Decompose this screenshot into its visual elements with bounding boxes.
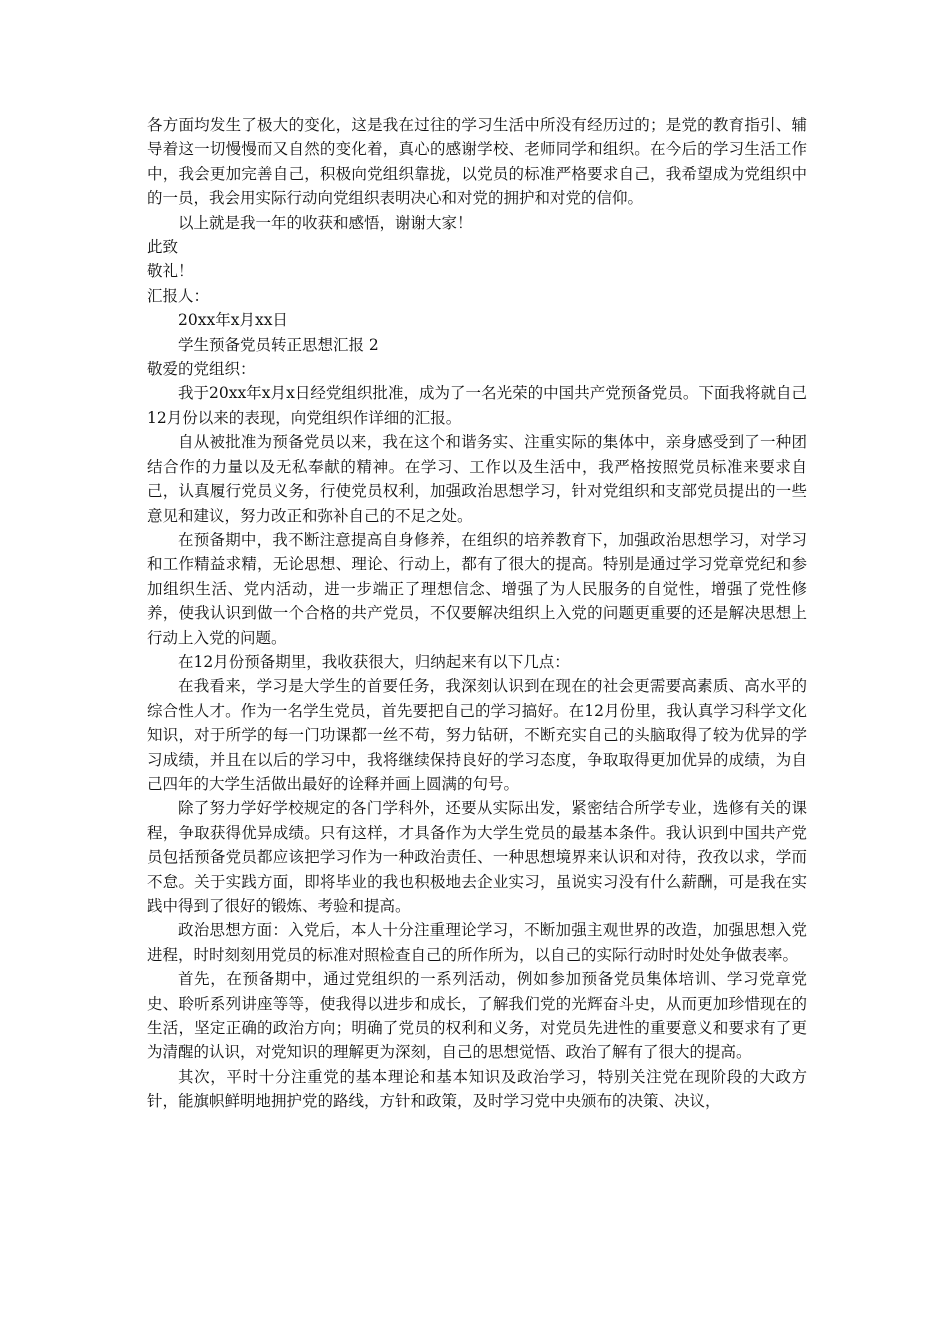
paragraph-since-approved: 自从被批准为预备党员以来，我在这个和谐务实、注重实际的集体中，亲身感受到了一种团结合作的力量以及无私奉献的精神。在学习、工作以及生活中，我严格按照党员标准来要求自己，认真履行党员义务，行使党员权利，加强政治思想学习，针对党组织和支部党员提出的一些意见和建议，努力改正和弥补自己的不足之处。 [147, 433, 807, 525]
closing-cizhi: 此致 [147, 238, 179, 257]
paragraph-practice: 除了努力学好学校规定的各门学科外，还要从实际出发，紧密结合所学专业，选修有关的课程，争取获得优异成绩。只有这样，才具备作为大学生党员的最基本条件。我认识到中国共产党员包括预备党员都应该把学习作为一种政治责任、一种思想境界来认识和对待，孜孜以求，学而不怠。关于实践方面，即将毕业的我也积极地去企业实习，虽说实习没有什么薪酬，可是我在实践中得到了很好的锻炼、考验和提高。 [147, 799, 807, 915]
paragraph-summary-points: 在12月份预备期里，我收获很大，归纳起来有以下几点： [178, 652, 570, 671]
document-body [147, 113, 807, 1114]
paragraph-thanks: 以上就是我一年的收获和感悟，谢谢大家！ [178, 213, 473, 232]
paragraph-political-thought: 政治思想方面：入党后，本人十分注重理论学习，不断加强主观世界的改造，加强思想入党进程，时时刻刻用党员的标准对照检查自己的所作所为，以自己的实际行动时时处处争做表率。 [147, 921, 807, 964]
paragraph-first: 首先，在预备期中，通过党组织的一系列活动，例如参加预备党员集体培训、学习党章党史、聆听系列讲座等等，使我得以进步和成长，了解我们党的光辉奋斗史，从而更加珍惜现在的生活，坚定正确的政治方向；明确了党员的权利和义务，对党员先进性的重要意义和要求有了更为清醒的认识，对党知识的理解更为深刻，自己的思想觉悟、政治了解有了很大的提高。 [147, 970, 807, 1062]
reporter-label: 汇报人： [147, 286, 210, 305]
paragraph-probation-period: 在预备期中，我不断注意提高自身修养，在组织的培养教育下，加强政治思想学习，对学习和工作精益求精，无论思想、理论、行动上，都有了很大的提高。特别是通过学习党章党纪和参加组织生活、党内活动，进一步端正了理想信念、增强了为人民服务的自觉性，增强了党性修养，使我认识到做一个合格的共产党员，不仅要解决组织上入党的问题更重要的还是解决思想上行动上入党的问题。 [147, 530, 807, 647]
paragraph-approval: 我于20xx年x月x日经党组织批准，成为了一名光荣的中国共产党预备党员。下面我将就自己12月份以来的表现，向党组织作详细的汇报。 [147, 384, 807, 427]
salutation: 敬爱的党组织： [147, 360, 256, 379]
paragraph-study: 在我看来，学习是大学生的首要任务，我深刻认识到在现在的社会更需要高素质、高水平的综合性人才。作为一名学生党员，首先要把自己的学习搞好。在12月份里，我认真学习科学文化知识，对于所学的每一门功课都一丝不苟，努力钻研，不断充实自己的头脑取得了较为优异的学习成绩，并且在以后的学习中，我将继续保持良好的学习态度，争取取得更加优异的成绩，为自己四年的大学生活做出最好的诠释并画上圆满的句号。 [147, 677, 807, 793]
closing-jingli: 敬礼！ [147, 262, 194, 281]
date-line: 20xx年x月xx日 [178, 311, 288, 330]
section-title: 学生预备党员转正思想汇报 2 [178, 335, 379, 354]
paragraph-intro-continuation: 各方面均发生了极大的变化，这是我在过往的学习生活中所没有经历过的；是党的教育指引、辅导着这一切慢慢而又自然的变化着，真心的感谢学校、老师同学和组织。在今后的学习生活工作中，我会更加完善自己，积极向党组织靠拢，以党员的标准严格要求自己，我希望成为党组织中的一员，我会用实际行动向党组织表明决心和对党的拥护和对党的信仰。 [147, 116, 807, 208]
paragraph-second: 其次，平时十分注重党的基本理论和基本知识及政治学习，特别关注党在现阶段的大政方针，能旗帜鲜明地拥护党的路线，方针和政策，及时学习党中央颁布的决策、决议， [147, 1067, 807, 1111]
